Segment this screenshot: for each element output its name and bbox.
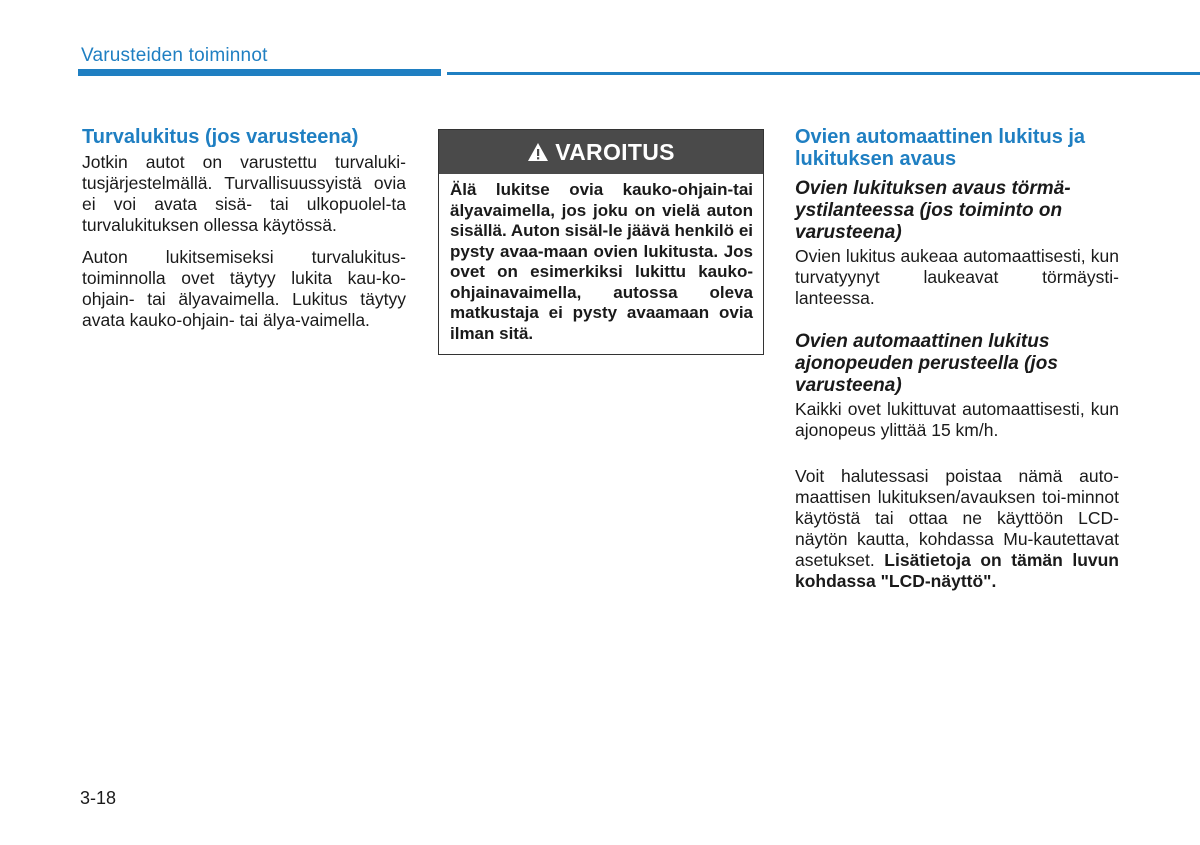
warning-text: Älä lukitse ovia kauko-ohjain-tai älyavaimella, jos joku on vielä auton sisällä. Auton sisäl-le jäävä henkilö ei pysty avaa-maan ovien lukitusta. Jos ovet on esimerkiksi lukittu kauko-ohjainavaimella, autossa oleva matkustaja ei pysty avaamaan ovia ilman sitä. <box>450 180 753 343</box>
auto-locking-heading: Ovien automaattinen lukitus ja lukituksen avaus <box>795 126 1086 170</box>
left-paragraph-2: Auton lukitsemiseksi turvalukitus-toiminnolla ovet täytyy lukita kau-ko-ohjain- tai älyavaimella. Lukitus täytyy avata kauko-ohjain- tai älya-vaimella. <box>82 247 406 330</box>
section-header-title: Varusteiden toiminnot <box>81 45 268 66</box>
header-rule-thin <box>447 72 1200 75</box>
lcd-settings-reference: Lisätietoja on tämän luvun kohdassa "LCD-näyttö". <box>795 550 1119 591</box>
left-paragraph-1: Jotkin autot on varustettu turvaluki-tusjärjestelmällä. Turvallisuussyistä ovia ei voi avata sisä- tai ulkopuolel-ta turvalukituksen ollessa käytössä. <box>82 152 406 235</box>
lcd-settings-paragraph <box>795 466 1119 592</box>
header-rule-thick <box>78 69 441 76</box>
warning-triangle-icon <box>527 142 549 162</box>
speed-lock-paragraph: Kaikki ovet lukittuvat automaattisesti, kun ajonopeus ylittää 15 km/h. <box>795 399 1119 440</box>
warning-header <box>439 130 763 174</box>
crash-unlock-subheading: Ovien lukituksen avaus törmä-ystilanteessa (jos toiminto on varusteena) <box>795 178 1071 243</box>
warning-column <box>438 129 764 355</box>
turvalukitus-heading: Turvalukitus (jos varusteena) <box>82 126 359 148</box>
warning-title: VAROITUS <box>555 138 675 165</box>
speed-lock-subheading: Ovien automaattinen lukitus ajonopeuden perusteella (jos varusteena) <box>795 331 1058 396</box>
left-column <box>82 126 406 342</box>
page-number: 3-18 <box>80 788 117 808</box>
right-column <box>795 126 1119 603</box>
crash-unlock-paragraph: Ovien lukitus aukeaa automaattisesti, kun turvatyynyt laukeavat törmäysti-lanteessa. <box>795 246 1119 308</box>
lcd-settings-text: Voit halutessasi poistaa nämä auto-maattisen lukituksen/avauksen toi-minnot käytöstä tai ottaa ne käyttöön LCD-näytön kautta, kohdassa Mu-kautettavat asetukset. <box>795 466 1119 570</box>
warning-box <box>438 129 764 355</box>
